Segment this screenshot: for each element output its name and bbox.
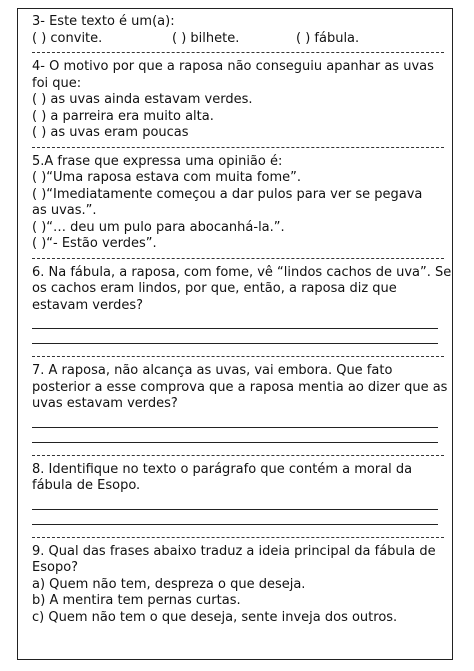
dashed-divider xyxy=(32,537,444,538)
question-9-line-2: Esopo? xyxy=(32,560,79,575)
questions-container xyxy=(32,14,452,626)
question-9 xyxy=(32,544,444,627)
question-5-option-b[interactable]: ( )“Imediatamente começou a dar pulos para ver se pegava xyxy=(32,186,423,202)
question-7-line-3: uvas estavam verdes? xyxy=(32,396,178,411)
answer-line[interactable] xyxy=(32,509,438,510)
question-3 xyxy=(32,14,444,47)
question-5-option-c[interactable]: ( )“… deu um pulo para abocanhá-la.”. xyxy=(32,219,285,235)
dashed-divider xyxy=(32,52,444,53)
question-9-option-a[interactable]: a) Quem não tem, despreza o que deseja. xyxy=(32,576,306,592)
question-5-option-a[interactable]: ( )“Uma raposa estava com muita fome”. xyxy=(32,170,301,185)
question-4-option-a[interactable]: ( ) as uvas ainda estavam verdes. xyxy=(32,92,253,107)
question-8-line-1: 8. Identifique no texto o parágrafo que contém a moral da xyxy=(32,461,413,477)
question-5-option-d[interactable]: ( )“- Estão verdes”. xyxy=(32,236,157,251)
question-3-options xyxy=(32,31,444,48)
question-4-prompt-line-1: 4- O motivo por que a raposa não conseguiu apanhar as uvas xyxy=(32,59,434,74)
answer-line[interactable] xyxy=(32,343,438,344)
dashed-divider xyxy=(32,455,444,456)
question-5-option-b-cont: as uvas.”. xyxy=(32,203,97,218)
answer-line[interactable] xyxy=(32,328,438,329)
question-7 xyxy=(32,363,448,443)
question-6-line-3: estavam verdes? xyxy=(32,297,144,313)
question-3-prompt: 3- Este texto é um(a): xyxy=(32,14,175,29)
question-8 xyxy=(32,462,444,525)
question-8-line-2: fábula de Esopo. xyxy=(32,478,141,493)
question-7-line-2: posterior a esse comprova que a raposa mentia ao dizer que as xyxy=(32,379,448,395)
answer-line[interactable] xyxy=(32,442,438,443)
question-6 xyxy=(32,264,452,345)
answer-line[interactable] xyxy=(32,524,438,525)
question-7-line-1: 7. A raposa, não alcança as uvas, vai embora. Que fato xyxy=(32,363,393,378)
question-9-option-c[interactable]: c) Quem não tem o que deseja, sente inveja dos outros. xyxy=(32,609,398,625)
question-5 xyxy=(32,154,444,253)
question-4 xyxy=(32,59,444,142)
question-9-option-b[interactable]: b) A mentira tem pernas curtas. xyxy=(32,593,241,608)
question-6-line-1: 6. Na fábula, a raposa, com fome, vê “lindos cachos de uva”. Se xyxy=(32,264,452,280)
option-bilhete[interactable]: ( ) bilhete. xyxy=(172,30,240,46)
option-fabula[interactable]: ( ) fábula. xyxy=(296,30,360,46)
question-4-option-b[interactable]: ( ) a parreira era muito alta. xyxy=(32,108,214,124)
question-4-option-c[interactable]: ( ) as uvas eram poucas xyxy=(32,125,189,140)
answer-line[interactable] xyxy=(32,427,438,428)
question-4-prompt-line-2: foi que: xyxy=(32,75,82,91)
dashed-divider xyxy=(32,356,444,357)
dashed-divider xyxy=(32,258,444,259)
question-9-line-1: 9. Qual das frases abaixo traduz a ideia principal da fábula de xyxy=(32,543,436,559)
question-6-line-2: os cachos eram lindos, por que, então, a raposa diz que xyxy=(32,281,397,296)
option-convite[interactable]: ( ) convite. xyxy=(32,30,103,46)
dashed-divider xyxy=(32,147,444,148)
question-5-prompt: 5.A frase que expressa uma opinião é: xyxy=(32,153,283,169)
